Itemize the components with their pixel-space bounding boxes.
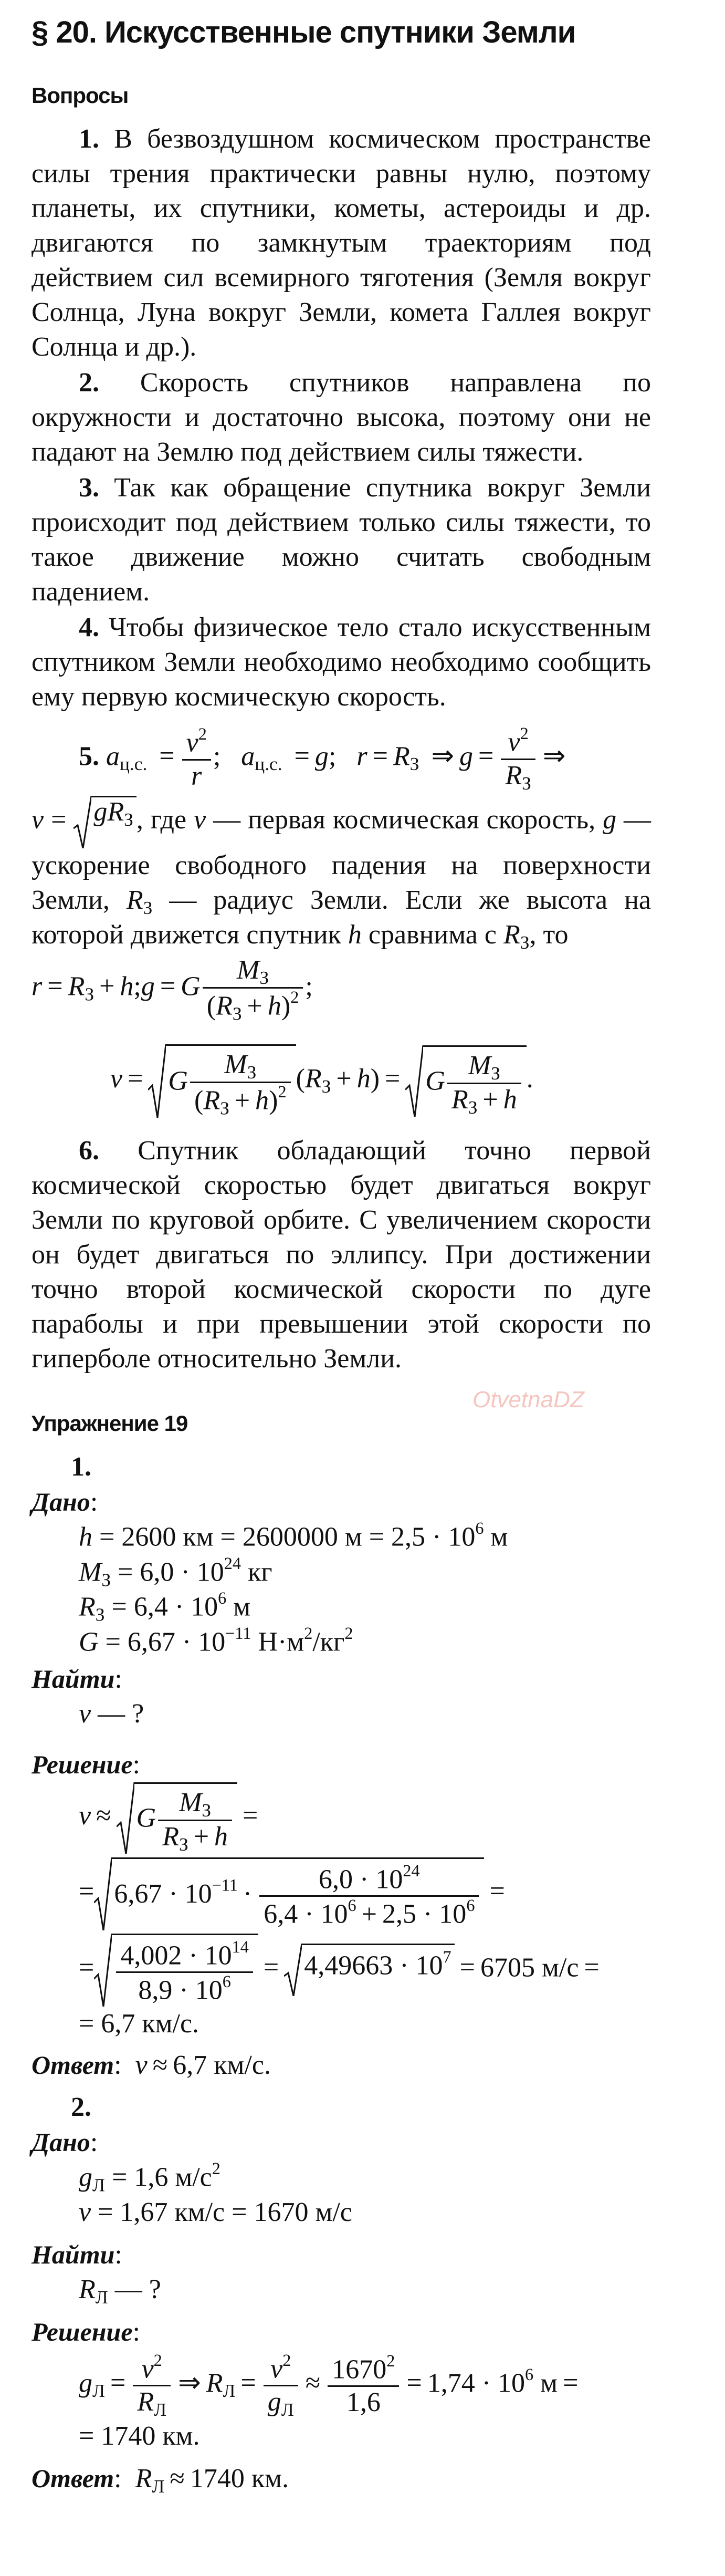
solution-step-3 xyxy=(31,1934,651,2007)
value: 1670 xyxy=(332,2354,387,2385)
var-M: M xyxy=(224,1049,247,1079)
eq: = xyxy=(128,1063,143,1094)
unit: Н·м xyxy=(251,1627,304,1657)
sqrt-sign-icon xyxy=(117,1782,134,1854)
eq: = xyxy=(79,2421,94,2452)
solution-step-1 xyxy=(31,1782,651,1854)
label: Ответ xyxy=(31,2464,114,2494)
sup: 6 xyxy=(348,1896,356,1915)
colon: : xyxy=(132,1750,140,1780)
var-v: v xyxy=(79,2197,91,2227)
approx: ≈ xyxy=(305,2367,321,2398)
find-label xyxy=(31,2237,651,2272)
semi: ; xyxy=(305,971,313,1002)
sup: 6 xyxy=(218,1588,227,1608)
var-v: v xyxy=(79,1801,91,1831)
value: 6,4 · 10 xyxy=(264,1899,348,1929)
label: Найти xyxy=(31,1664,115,1694)
sqrt-sign-icon xyxy=(94,1934,112,2007)
var-h: h xyxy=(79,1522,92,1552)
value: 6,0 · 10 xyxy=(140,1557,224,1587)
eq: = xyxy=(294,741,310,772)
problem-1 xyxy=(31,1450,651,2083)
sub: З xyxy=(202,1800,212,1821)
question: ? xyxy=(132,1699,144,1729)
plus: + xyxy=(99,971,115,1002)
sup: 2 xyxy=(304,1623,313,1643)
sub: З xyxy=(321,1075,331,1097)
eq: = xyxy=(563,2367,579,2398)
eq: = xyxy=(79,2008,94,2039)
unit: м xyxy=(226,1592,251,1622)
var-M: M xyxy=(237,954,260,985)
given-label xyxy=(31,1484,651,1520)
approx: ≈ xyxy=(96,1801,111,1831)
value: 6705 м/с xyxy=(480,1952,579,1983)
answer-6 xyxy=(31,1134,651,1376)
sup: 2 xyxy=(278,1082,287,1102)
var-R: R xyxy=(216,991,233,1021)
answer-4 xyxy=(31,610,651,714)
var-R: R xyxy=(137,2387,154,2417)
paren: ( xyxy=(206,991,216,1021)
questions-heading: Вопросы xyxy=(31,83,129,108)
answer-5 xyxy=(31,725,651,1118)
var-R: R xyxy=(79,2274,96,2304)
plus: + xyxy=(361,1899,377,1929)
label: Ответ xyxy=(31,2050,114,2080)
var-a: a xyxy=(106,741,120,772)
sub: З xyxy=(468,1096,478,1118)
sub: З xyxy=(101,1569,111,1590)
sub: Л xyxy=(281,2398,294,2420)
answer-text: Скорость спутников направлена по окружности и достаточно высока, поэтому они не падают на Землю под действием силы тяжести. xyxy=(31,368,652,467)
eq: = xyxy=(47,971,63,1002)
eq: = xyxy=(243,1801,258,1831)
exercise-heading: Упражнение 19 xyxy=(31,1410,188,1436)
fraction xyxy=(328,2352,399,2419)
var-h: h xyxy=(356,1063,371,1094)
sqrt xyxy=(94,1857,484,1930)
eq: = xyxy=(111,2162,128,2193)
implies: ⇒ xyxy=(431,741,455,772)
value: 4,49663 · 10 xyxy=(304,1950,443,1981)
label: Решение xyxy=(31,2317,133,2346)
var-h: h xyxy=(255,1085,269,1116)
fraction xyxy=(264,2352,298,2419)
var-g: g xyxy=(267,2387,281,2417)
unit: кг xyxy=(240,1557,272,1587)
find-v xyxy=(31,1697,651,1731)
given-v xyxy=(31,2195,651,2230)
sub: Л xyxy=(223,2380,236,2401)
value: 8,9 · 10 xyxy=(138,1975,223,2006)
colon: : xyxy=(114,1664,122,1695)
sub: Л xyxy=(92,2174,105,2196)
var-h: h xyxy=(348,919,362,950)
sub: ц.с. xyxy=(255,753,282,775)
value: 2,5 · 10 xyxy=(382,1899,467,1929)
var-v: v xyxy=(110,1063,123,1094)
eq: = xyxy=(459,1952,475,1983)
var-g: g xyxy=(141,971,155,1002)
sup: 2 xyxy=(198,724,207,744)
answer-line xyxy=(31,2461,651,2496)
solution-step-4 xyxy=(31,2007,651,2041)
value: 6,67 · 10 xyxy=(114,1878,212,1909)
plus: + xyxy=(247,991,262,1021)
sup: −11 xyxy=(212,1875,238,1895)
var-v: v xyxy=(194,804,206,835)
sqrt-sign-icon xyxy=(284,1944,302,1996)
answer-number: 4. xyxy=(79,612,99,642)
var-R: R xyxy=(79,1592,96,1622)
var-v: v xyxy=(79,1699,91,1729)
eq: = xyxy=(584,1952,600,1983)
value: 1,74 · 10 xyxy=(427,2367,526,2398)
dash: — xyxy=(114,2274,142,2304)
sup: 6 xyxy=(475,1518,484,1538)
plus: + xyxy=(336,1063,352,1094)
fraction xyxy=(116,1938,253,2007)
sqrt xyxy=(94,1934,258,2007)
fraction xyxy=(203,954,303,1023)
fraction xyxy=(259,1862,479,1930)
sub: Л xyxy=(95,2286,108,2308)
var-r: r xyxy=(356,741,367,772)
text: — первая космическая скорость, xyxy=(206,804,603,835)
var-r: r xyxy=(31,971,43,1002)
fraction xyxy=(447,1050,521,1117)
var-G: G xyxy=(136,1803,156,1833)
sqrt xyxy=(284,1944,454,1996)
answer-1 xyxy=(31,122,651,365)
given-G xyxy=(31,1625,651,1660)
eq: = xyxy=(478,741,494,772)
var-R: R xyxy=(304,1063,322,1094)
answer-number: 5. xyxy=(79,741,99,772)
colon: : xyxy=(90,2127,98,2157)
paren: ) xyxy=(370,1063,380,1094)
var-M: M xyxy=(468,1050,491,1081)
eq: = xyxy=(263,1952,279,1983)
eq: = xyxy=(240,2367,256,2398)
var-g: g xyxy=(314,741,329,772)
solution-label xyxy=(31,2314,651,2350)
var-v: v xyxy=(508,727,520,757)
find-label xyxy=(31,1661,651,1697)
sub: З xyxy=(95,1604,105,1625)
sub: З xyxy=(124,808,133,830)
var-v: v xyxy=(31,804,44,835)
value: 1,6 xyxy=(346,2387,381,2418)
answer-text: Так как обращение спутника вокруг Земли происходит под действием только силы тяжести, то такое движение можно считать свободным падением. xyxy=(31,473,651,607)
answer-line xyxy=(31,2048,651,2083)
semi: ; xyxy=(213,741,221,772)
fraction xyxy=(501,725,535,793)
paren: ) xyxy=(269,1085,278,1116)
answer-5-text xyxy=(31,796,651,952)
eq: = xyxy=(406,2367,422,2398)
given-R xyxy=(31,1590,651,1625)
eq: = xyxy=(111,1592,127,1622)
sup: 2 xyxy=(520,724,529,743)
var-h: h xyxy=(503,1084,517,1115)
var-R: R xyxy=(135,2464,152,2494)
solution-step-1 xyxy=(31,2352,651,2419)
answer-number: 6. xyxy=(79,1135,99,1166)
problem-2 xyxy=(31,2090,651,2496)
colon: : xyxy=(114,2050,122,2080)
plus: + xyxy=(234,1085,250,1116)
value: 6,7 км/с. xyxy=(101,2008,199,2039)
eq: = xyxy=(489,1876,505,1907)
given-M xyxy=(31,1555,651,1590)
plus: + xyxy=(482,1084,498,1115)
fraction xyxy=(182,725,211,792)
value: 4,002 · 10 xyxy=(120,1940,232,1971)
var-R: R xyxy=(206,2367,223,2398)
var-R: R xyxy=(451,1084,468,1115)
answer-number: 3. xyxy=(79,473,99,503)
plus: + xyxy=(193,1822,209,1852)
label: Решение xyxy=(31,1750,133,1780)
sup: 2 xyxy=(290,988,299,1007)
given-g xyxy=(31,2160,651,2195)
value: 2600 км = 2600000 м = 2,5 · 10 xyxy=(121,1522,476,1552)
text: , то xyxy=(529,919,569,950)
var-h: h xyxy=(214,1822,228,1852)
sub: З xyxy=(85,983,94,1005)
sub: Л xyxy=(154,2398,167,2420)
unit: м xyxy=(484,1522,508,1552)
var-R: R xyxy=(162,1822,179,1852)
text: сравнима с xyxy=(361,919,503,950)
answer-text: Чтобы физическое тело стало искусственным спутником Земли необходимо необходимо сообщить ему первую космическую скорость. xyxy=(31,612,651,712)
var-G: G xyxy=(425,1066,445,1096)
sub: З xyxy=(409,753,419,775)
sub: З xyxy=(178,1834,188,1855)
var-r: r xyxy=(191,761,202,791)
formula-line xyxy=(31,954,651,1023)
eq: = xyxy=(105,1627,121,1657)
paren: ) xyxy=(281,991,291,1021)
eq: = xyxy=(51,804,67,835)
question: ? xyxy=(149,2274,161,2304)
sqrt xyxy=(117,1782,237,1854)
eq: = xyxy=(385,1063,401,1094)
fraction xyxy=(158,1787,232,1854)
watermark: OtvetnaDZ xyxy=(472,1387,584,1412)
var-M: M xyxy=(79,1557,102,1587)
eq: = xyxy=(118,1557,133,1587)
var-g: g xyxy=(603,804,617,835)
sup: 2 xyxy=(386,2351,395,2370)
find-R xyxy=(31,2272,651,2307)
answer-number: 2. xyxy=(79,368,99,398)
sub: З xyxy=(247,1061,257,1083)
solution-step-2 xyxy=(31,2419,651,2454)
sup: 24 xyxy=(224,1553,241,1573)
unit: м xyxy=(533,2367,558,2398)
sub: Л xyxy=(92,2380,105,2401)
implies: ⇒ xyxy=(542,741,566,772)
page-title: § 20. Искусственные спутники Земли xyxy=(31,15,576,49)
answer-3 xyxy=(31,471,651,609)
var-G: G xyxy=(181,971,201,1002)
sub: З xyxy=(220,1097,229,1119)
var-g: g xyxy=(93,796,108,827)
sqrt-sign-icon xyxy=(73,796,91,848)
answer-2 xyxy=(31,366,651,470)
sub: З xyxy=(491,1062,500,1084)
sub: З xyxy=(522,772,531,794)
sqrt xyxy=(148,1044,296,1118)
value: 1,6 м/с xyxy=(134,2162,212,2193)
var-G: G xyxy=(168,1066,188,1096)
sup: 6 xyxy=(222,1972,231,1991)
eq: = xyxy=(159,741,175,772)
sub: З xyxy=(520,931,530,953)
var-M: M xyxy=(179,1788,202,1818)
var-G: G xyxy=(79,1627,99,1657)
colon: : xyxy=(114,2464,122,2494)
var-v: v xyxy=(141,2354,154,2384)
eq: = xyxy=(160,971,176,1002)
sup: 24 xyxy=(403,1861,420,1880)
var-g: g xyxy=(459,741,474,772)
sub: З xyxy=(259,967,269,988)
sqrt-sign-icon xyxy=(405,1045,423,1117)
answer-text: Спутник обладающий точно первой космической скоростью будет двигаться вокруг Земли по круговой орбите. С увеличением скорости он будет двигаться по эллипсу. При достижении точно второй космической скорости по дуге параболы и при превышении этой скорости по гиперболе относительно Земли. xyxy=(31,1135,652,1374)
sqrt xyxy=(73,796,136,848)
sub: З xyxy=(143,897,153,918)
eq: = xyxy=(98,2197,113,2227)
label: Найти xyxy=(31,2239,115,2269)
paren: ( xyxy=(194,1085,204,1116)
sup: 7 xyxy=(443,1947,451,1967)
eq: = xyxy=(99,1522,115,1552)
value: 1,67 км/с = 1670 м/с xyxy=(120,2197,352,2227)
answer-value: 6,7 км/с. xyxy=(173,2050,271,2080)
var-g: g xyxy=(79,2162,92,2193)
sup: 2 xyxy=(282,2350,291,2370)
dot: · xyxy=(243,1878,253,1909)
eq: = xyxy=(79,1876,94,1907)
fraction xyxy=(190,1049,291,1118)
text: , где xyxy=(136,804,194,835)
value: 6,0 · 10 xyxy=(319,1864,403,1895)
colon: : xyxy=(132,2317,140,2347)
sqrt-sign-icon xyxy=(94,1857,112,1930)
solution-label xyxy=(31,1747,651,1782)
var-h: h xyxy=(120,971,134,1002)
text: — радиус Земли. Если же высота на которой движется спутник xyxy=(31,885,651,950)
sup: 2 xyxy=(212,2158,220,2178)
var-v: v xyxy=(135,2050,148,2080)
eq: = xyxy=(79,1952,94,1983)
var-R: R xyxy=(393,741,410,772)
given-label xyxy=(31,2125,651,2160)
sub: З xyxy=(232,1003,242,1024)
sup: −11 xyxy=(225,1623,251,1643)
sub: Л xyxy=(152,2476,165,2497)
colon: : xyxy=(114,2239,122,2270)
colon: : xyxy=(90,1487,98,1517)
fraction xyxy=(133,2352,171,2419)
formula-line xyxy=(31,725,651,793)
label: Дано xyxy=(31,2127,90,2157)
var-v: v xyxy=(186,728,198,758)
var-R: R xyxy=(126,885,143,915)
given-h xyxy=(31,1520,651,1555)
var-a: a xyxy=(241,741,255,772)
label: Дано xyxy=(31,1487,90,1516)
sup: 6 xyxy=(525,2364,534,2384)
var-h: h xyxy=(267,991,281,1021)
var-R: R xyxy=(68,971,85,1002)
semi: ; xyxy=(133,971,141,1002)
approx: ≈ xyxy=(170,2464,185,2494)
var-v: v xyxy=(270,2354,283,2384)
dash: — xyxy=(98,1699,125,1729)
approx: ≈ xyxy=(152,2050,168,2080)
implies: ⇒ xyxy=(178,2367,201,2398)
var-R: R xyxy=(505,760,522,791)
sup: 2 xyxy=(153,2350,162,2370)
eq: = xyxy=(110,2367,126,2398)
answer-text: В безвоздушном космическом пространстве силы трения практически равны нулю, поэтому планеты, их спутники, кометы, астероиды и др. двигаются по замкнутым траекториям под действием сил всемирного тяготения (Земля вокруг Солнца, Луна вокруг Земли, комета Галлея вокруг Солнца и др.). xyxy=(31,124,652,362)
sub: ц.с. xyxy=(120,753,148,775)
text: — ускорение свободного падения на поверхности Земли, xyxy=(31,804,652,915)
eq: = xyxy=(372,741,388,772)
value: 6,67 · 10 xyxy=(127,1627,226,1657)
sup: 6 xyxy=(466,1896,475,1915)
problem-number: 2. xyxy=(71,2092,91,2122)
solution-step-2 xyxy=(31,1857,651,1930)
semi: ; xyxy=(328,741,337,772)
sqrt xyxy=(405,1045,526,1117)
sqrt-sign-icon xyxy=(148,1044,166,1118)
value: 1740 км. xyxy=(101,2421,200,2452)
sup: 2 xyxy=(344,1623,353,1643)
var-R: R xyxy=(107,796,124,827)
unit: /кг xyxy=(312,1627,345,1657)
period: . xyxy=(526,1063,533,1094)
sup: 14 xyxy=(232,1937,249,1956)
answer-number: 1. xyxy=(79,124,99,154)
answer-value: 1740 км. xyxy=(190,2464,289,2494)
var-R: R xyxy=(203,1085,220,1116)
value: 6,4 · 10 xyxy=(133,1592,218,1622)
var-R: R xyxy=(503,919,520,950)
page-column xyxy=(31,12,651,2496)
var-g: g xyxy=(79,2367,92,2398)
formula-line xyxy=(31,1044,651,1118)
paren: ( xyxy=(296,1063,305,1094)
problem-number: 1. xyxy=(71,1451,91,1482)
